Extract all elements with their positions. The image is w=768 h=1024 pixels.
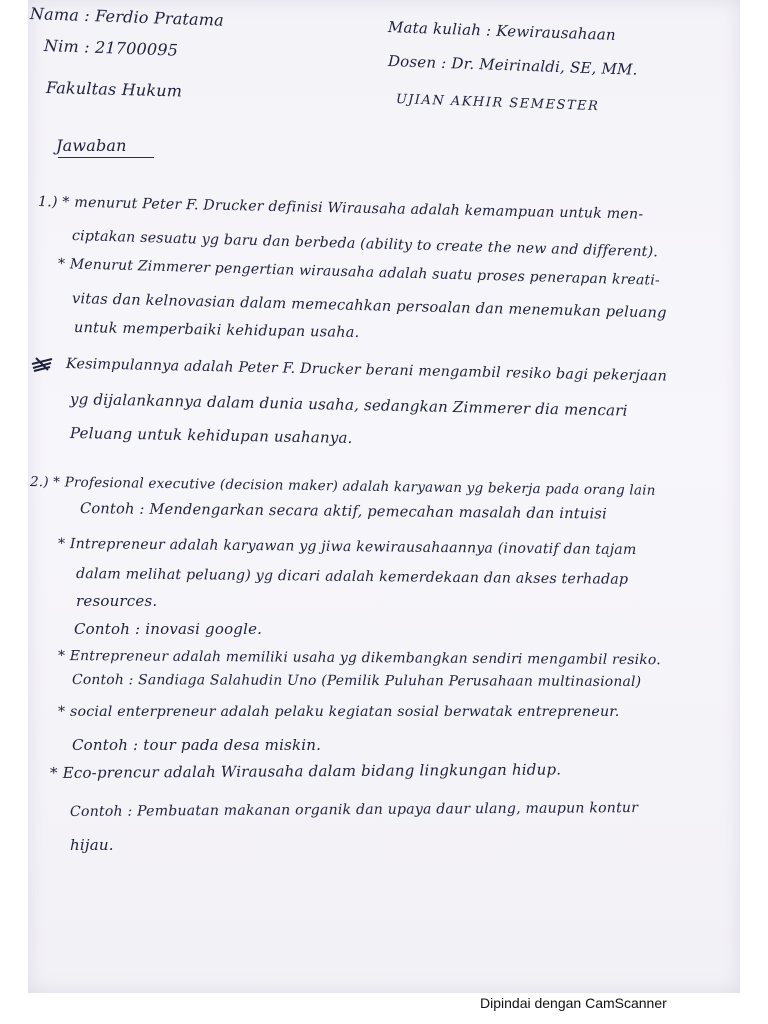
faculty: Fakultas Hukum — [45, 78, 183, 101]
answer2-line7: * Entrepreneur adalah memiliki usaha yg dikembangkan sendiri mengambil resiko. — [57, 648, 661, 669]
answer2-line3: * Intrepreneur adalah karyawan yg jiwa kewirausahaannya (inovatif dan tajam — [57, 536, 637, 559]
answer2-line13: hijau. — [70, 836, 114, 854]
answer2-line6: Contoh : inovasi google. — [74, 620, 263, 638]
answer1-line6: Kesimpulannya adalah Peter F. Drucker berani mengambil resiko bagi pekerjaan — [65, 356, 668, 385]
answer1-line4: vitas dan kelnovasian dalam memecahkan persoalan dan menemukan peluang — [71, 290, 667, 322]
answer1-line7: yg dijalankannya dalam dunia usaha, sedangkan Zimmerer dia mencari — [69, 390, 628, 420]
answer2-line2: Contoh : Mendengarkan secara aktif, pemecahan masalah dan intuisi — [79, 500, 608, 523]
answer2-line9: * social enterpreneur adalah pelaku kegiatan sosial berwatak entrepreneur. — [58, 704, 620, 720]
answer2-line11: * Eco-prencur adalah Wirausaha dalam bidang lingkungan hidup. — [49, 760, 562, 782]
answer2-line10: Contoh : tour pada desa miskin. — [72, 736, 322, 754]
answer1-line2: ciptakan sesuatu yg baru dan berbeda (ability to create the new and different). — [71, 228, 659, 261]
student-name: Nama : Ferdio Pratama — [29, 4, 225, 30]
scribbled-mark — [30, 355, 54, 373]
answer2-line5: resources. — [76, 592, 158, 610]
answer2-line12: Contoh : Pembuatan makanan organik dan upaya daur ulang, maupun kontur — [69, 800, 639, 820]
answer1-line1: 1.) * menurut Peter F. Drucker definisi Wirausaha adalah kemampuan untuk men- — [37, 194, 644, 223]
heading-underline — [58, 157, 154, 158]
lecturer: Dosen : Dr. Mеirinaldi, SE, MM. — [387, 52, 638, 79]
course-name: Mata kuliah : Kewirausahaan — [387, 18, 617, 44]
answer2-line1: 2.) * Profesional executive (decision maker) adalah karyawan yg bekerja pada orang lain — [29, 474, 656, 499]
exam-title: UJIAN AKHIR SEMESTER — [395, 92, 600, 115]
answer1-line5: untuk memperbaiki kehidupan usaha. — [73, 320, 360, 341]
answer2-line4: dalam melihat peluang) yg dicari adalah kemerdekaan dan akses terhadap — [75, 566, 629, 588]
answer2-line8: Contoh : Sandiaga Salahudin Uno (Pemilik Puluhan Perusahaan multinasional) — [71, 672, 642, 690]
answer1-line8: Peluang untuk kehidupan usahanya. — [69, 424, 353, 447]
camscanner-watermark: Dipindai dengan CamScanner — [480, 995, 667, 1011]
student-nim: Nim : 21700095 — [43, 36, 179, 60]
answers-heading: Jawaban — [56, 136, 127, 155]
answer1-line3: * Menurut Zimmerer pengertian wirausaha adalah suatu proses penerapan kreati- — [57, 256, 661, 289]
